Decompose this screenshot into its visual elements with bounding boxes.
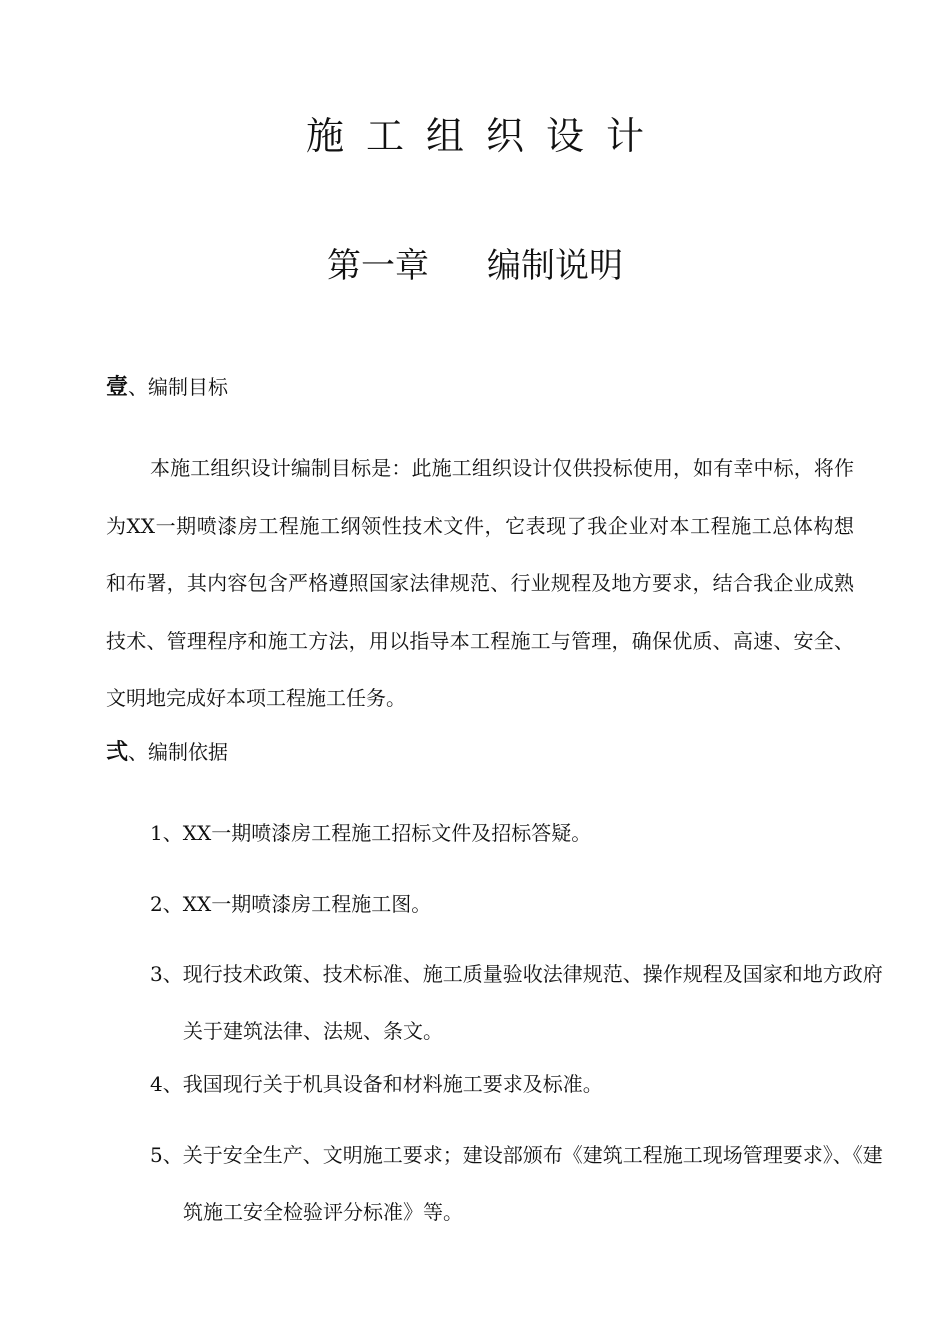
- section-heading-1: [106, 372, 228, 402]
- basis-item-3: 3、现行技术政策、技术标准、施工质量验收法律规范、操作规程及国家和地方政府关于建筑法律、法规、条文。: [150, 962, 883, 1043]
- section-separator: 、: [128, 375, 149, 399]
- section-number: 弍: [106, 739, 129, 765]
- basis-item-2: 2、XX一期喷漆房工程施工图。: [150, 892, 432, 916]
- basis-item-1: 1、XX一期喷漆房工程施工招标文件及招标答疑。: [150, 821, 592, 845]
- section-separator: 、: [128, 740, 149, 764]
- chapter-title: [0, 240, 950, 292]
- document-title: 施工组织设计: [305, 114, 666, 158]
- section-1-paragraph: 本施工组织设计编制目标是：此施工组织设计仅供投标使用，如有幸中标，将作为XX一期喷漆房工程施工纲领性技术文件，它表现了我企业对本工程施工总体构想和布署，其内容包含严格遵照国家法律规范、行业规程及地方要求，结合我企业成熟技术、管理程序和施工方法，用以指导本工程施工与管理，确保优质、高速、安全、文明地完成好本项工程施工任务。: [106, 456, 854, 711]
- section-number: 壹: [106, 374, 129, 400]
- chapter-number: 第一章: [327, 246, 429, 286]
- chapter-name: 编制说明: [487, 246, 623, 286]
- basis-item-5: 5、关于安全生产、文明施工要求；建设部颁布《建筑工程施工现场管理要求》、《建筑施工安全检验评分标准》等。: [150, 1143, 883, 1224]
- section-heading-2: [106, 737, 228, 767]
- section-heading-text: 编制依据: [148, 740, 229, 764]
- section-heading-text: 编制目标: [148, 375, 229, 399]
- basis-item-4: 4、我国现行关于机具设备和材料施工要求及标准。: [150, 1072, 603, 1096]
